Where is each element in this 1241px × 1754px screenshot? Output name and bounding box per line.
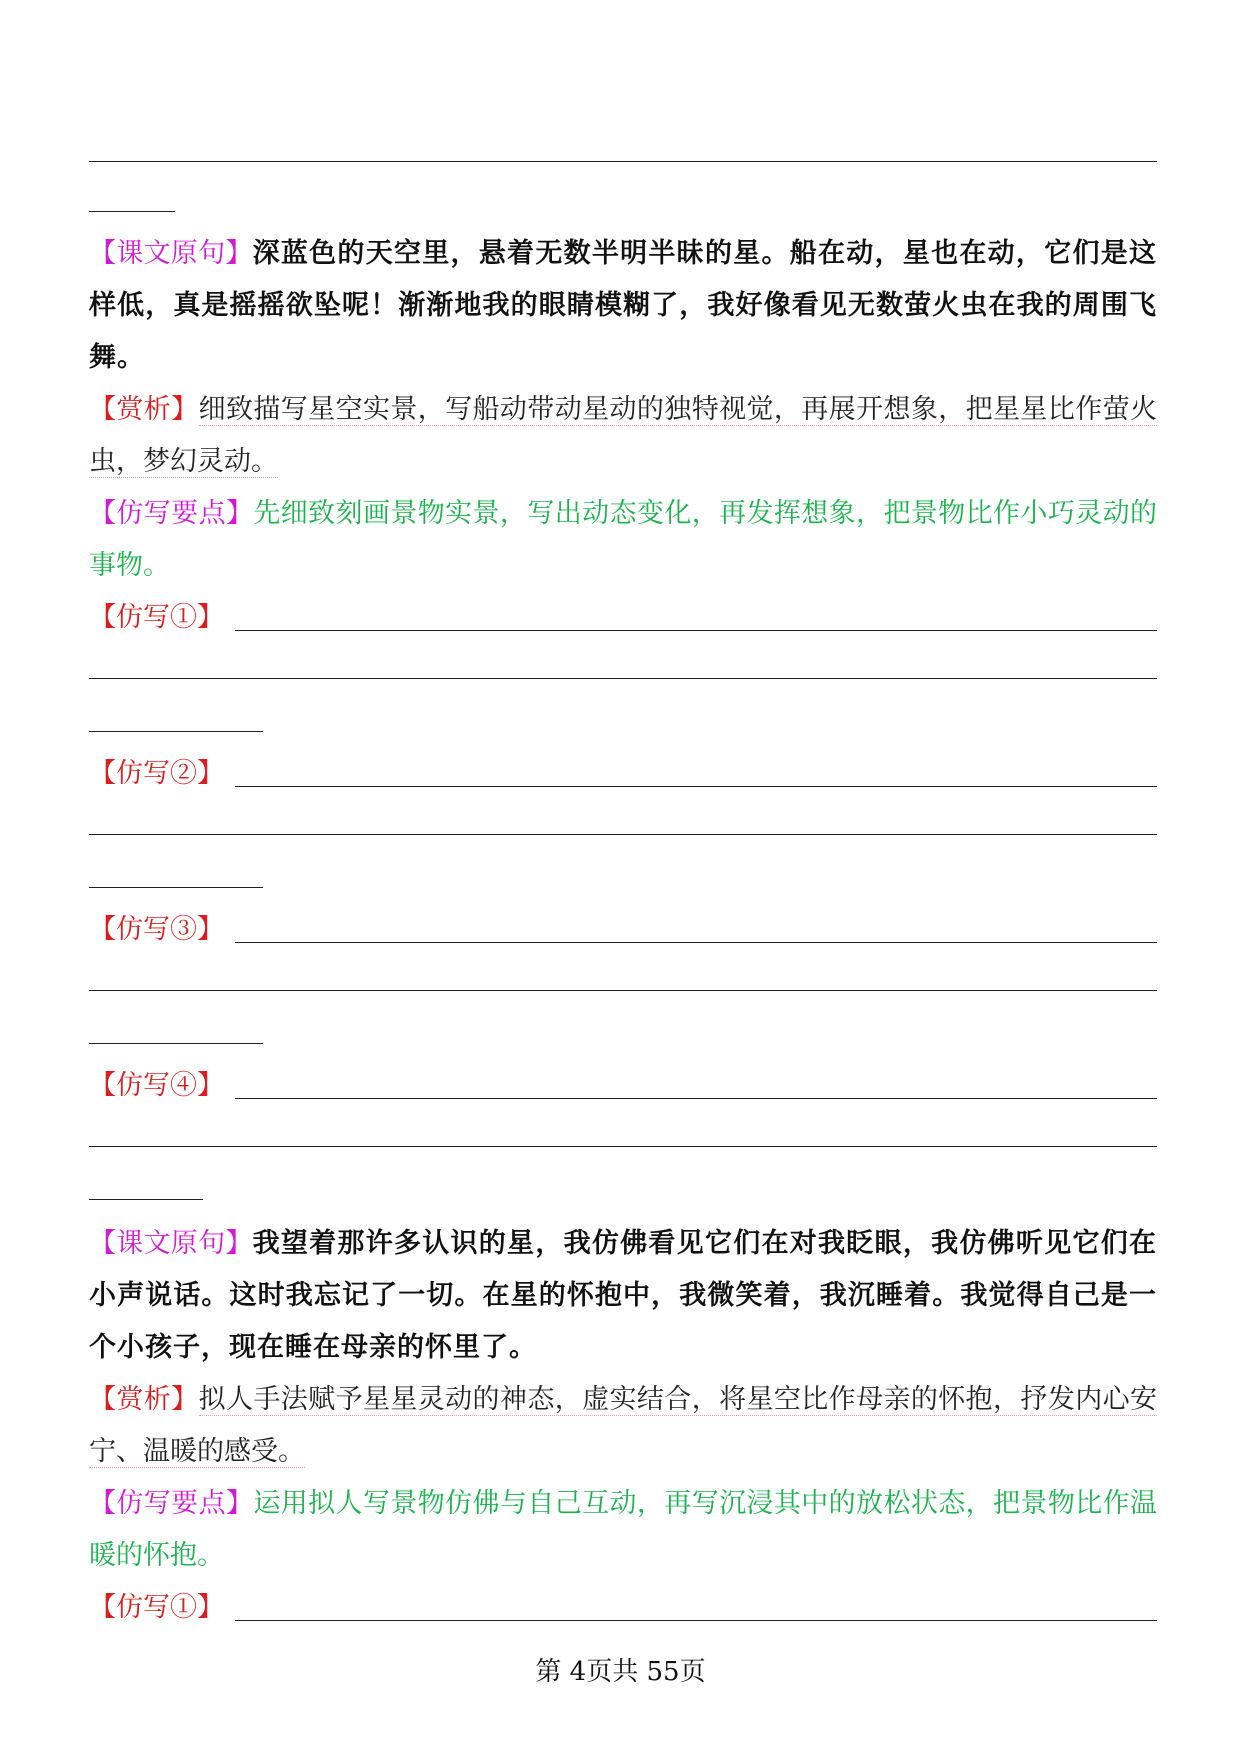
analysis-label: 【赏析】 bbox=[89, 1384, 199, 1415]
practice-label: 【仿写①】 bbox=[89, 602, 224, 633]
answer-line-short[interactable] bbox=[89, 1199, 203, 1200]
analysis-text: 细致描写星空实景，写船动带动星动的独特视觉，再展开想象，把星星比作萤火虫，梦幻灵动。 bbox=[89, 394, 1158, 477]
answer-line[interactable] bbox=[89, 678, 1157, 679]
practice-label: 【仿写②】 bbox=[89, 758, 224, 789]
practice-row-3 bbox=[89, 904, 1157, 956]
practice-label: 【仿写④】 bbox=[89, 1070, 224, 1101]
original-label: 【课文原句】 bbox=[89, 1228, 253, 1259]
answer-line[interactable] bbox=[89, 990, 1157, 991]
key-points-text: 先细致刻画景物实景，写出动态变化，再发挥想象，把景物比作小巧灵动的事物。 bbox=[89, 498, 1158, 581]
answer-line[interactable] bbox=[235, 1098, 1157, 1099]
key-points-label: 【仿写要点】 bbox=[89, 1488, 254, 1519]
analysis-text: 拟人手法赋予星星灵动的神态，虚实结合，将星空比作母亲的怀抱，抒发内心安宁、温暖的感受。 bbox=[89, 1384, 1158, 1467]
original-text: 深蓝色的天空里，悬着无数半明半昧的星。船在动，星也在动，它们是这样低，真是摇摇欲坠呢！渐渐地我的眼睛模糊了，我好像看见无数萤火虫在我的周围飞舞。 bbox=[89, 238, 1158, 373]
answer-line[interactable] bbox=[235, 1620, 1157, 1621]
original-label: 【课文原句】 bbox=[89, 238, 253, 269]
answer-line[interactable] bbox=[235, 942, 1157, 943]
answer-line-short[interactable] bbox=[89, 211, 175, 212]
original-sentence-1 bbox=[89, 228, 1157, 384]
practice-label: 【仿写①】 bbox=[89, 1592, 224, 1623]
practice-row-2 bbox=[89, 748, 1157, 800]
page-number: 第 4页共 55页 bbox=[535, 1657, 706, 1687]
original-sentence-2 bbox=[89, 1218, 1157, 1374]
analysis-2 bbox=[89, 1374, 1157, 1478]
answer-line-short[interactable] bbox=[89, 887, 263, 888]
answer-line-short[interactable] bbox=[89, 1043, 263, 1044]
analysis-label: 【赏析】 bbox=[89, 394, 199, 425]
answer-line[interactable] bbox=[89, 1146, 1157, 1147]
answer-line[interactable] bbox=[235, 786, 1157, 787]
practice-row-5 bbox=[89, 1582, 1157, 1634]
practice-label: 【仿写③】 bbox=[89, 914, 224, 945]
answer-line[interactable] bbox=[89, 834, 1157, 835]
answer-line-short[interactable] bbox=[89, 731, 263, 732]
writing-key-points-1 bbox=[89, 488, 1157, 592]
practice-row-1 bbox=[89, 592, 1157, 644]
key-points-label: 【仿写要点】 bbox=[89, 498, 254, 529]
writing-key-points-2 bbox=[89, 1478, 1157, 1582]
answer-line[interactable] bbox=[235, 630, 1157, 631]
answer-line[interactable] bbox=[89, 161, 1157, 162]
practice-row-4 bbox=[89, 1060, 1157, 1112]
key-points-text: 运用拟人写景物仿佛与自己互动，再写沉浸其中的放松状态，把景物比作温暖的怀抱。 bbox=[89, 1488, 1158, 1571]
analysis-1 bbox=[89, 384, 1157, 488]
original-text: 我望着那许多认识的星，我仿佛看见它们在对我眨眼，我仿佛听见它们在小声说话。这时我忘记了一切。在星的怀抱中，我微笑着，我沉睡着。我觉得自己是一个小孩子，现在睡在母亲的怀里了。 bbox=[89, 1228, 1158, 1363]
